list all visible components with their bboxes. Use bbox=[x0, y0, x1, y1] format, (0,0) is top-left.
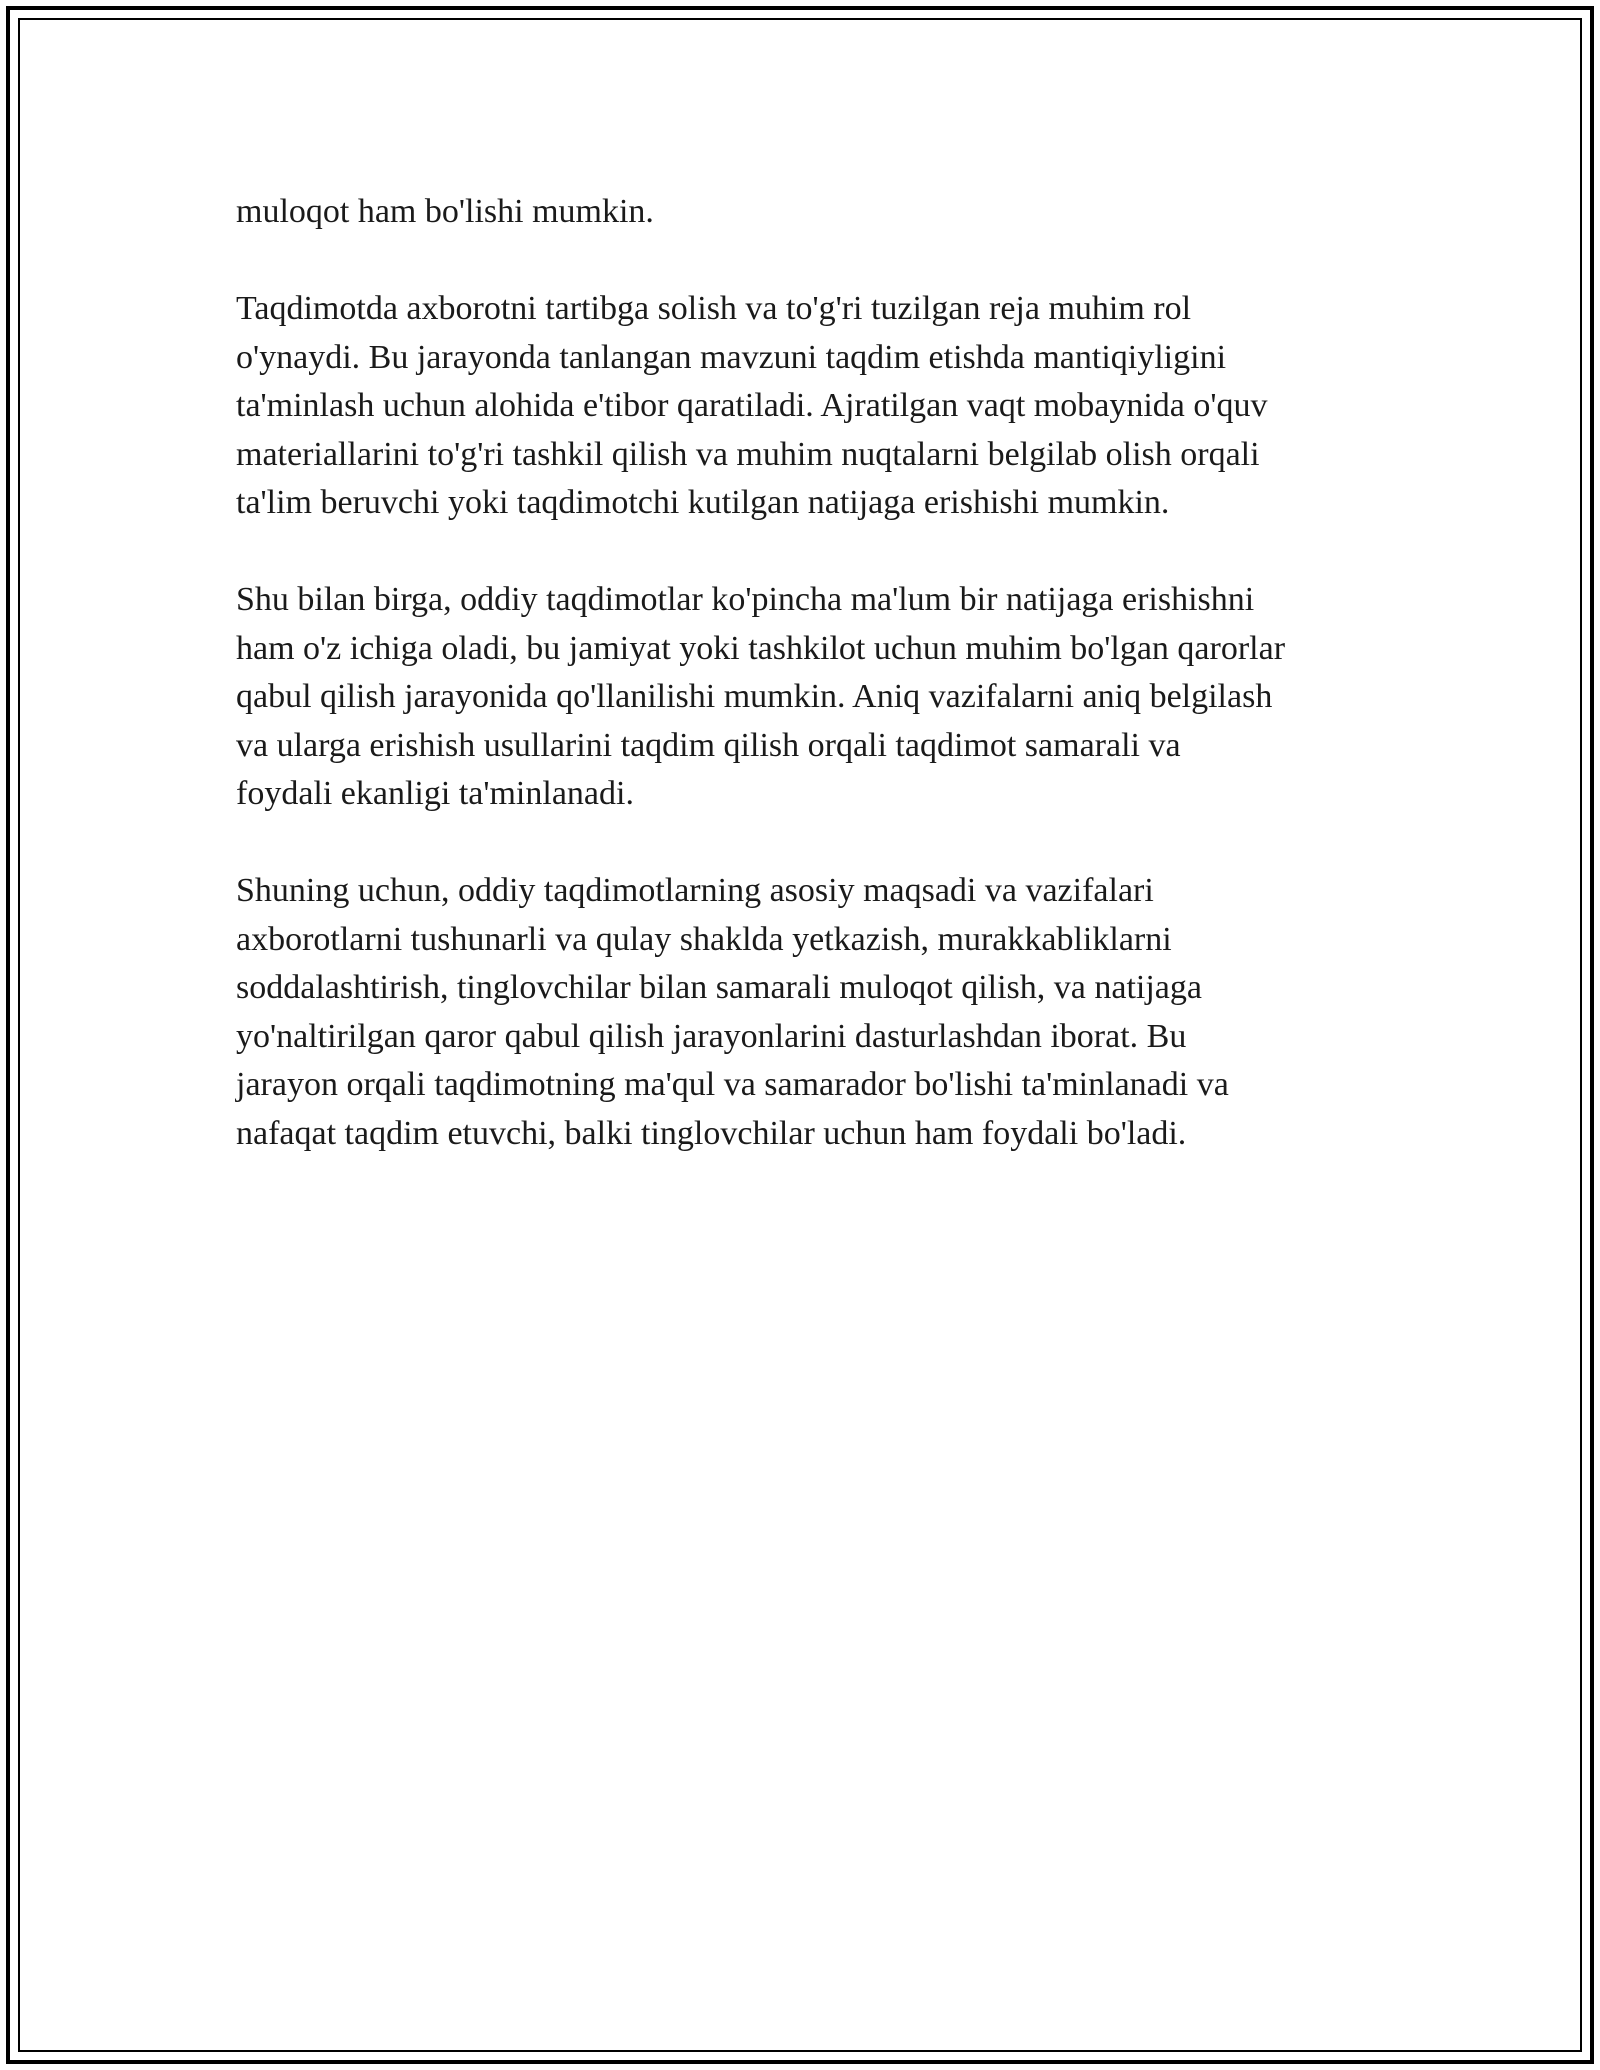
paragraph-1: muloqot ham bo'lishi mumkin. bbox=[236, 193, 654, 230]
paragraph-3: Shu bilan birga, oddiy taqdimotlar ko'pincha ma'lum bir natijaga erishishni ham o'z ichiga oladi, bu jamiyat yoki tashkilot uchun muhim bo'lgan qarorlar qabul qilish jarayonida qo'llanilishi mumkin. Aniq vazifalarni aniq belgilash va ularga erishish usullarini taqdim qilish orqali taqdimot samarali va foydali ekanligi ta'minlanadi. bbox=[236, 581, 1286, 812]
document-body bbox=[236, 188, 1386, 1207]
paragraph-2: Taqdimotda axborotni tartibga solish va to'g'ri tuzilgan reja muhim rol o'ynaydi. Bu jarayonda tanlangan mavzuni taqdim etishda mantiqiyligini ta'minlash uchun alohida e'tibor qaratiladi. Ajratilgan vaqt mobaynida o'quv materiallarini to'g'ri tashkil qilish va muhim nuqtalarni belgilab olish orqali ta'lim beruvchi yoki taqdimotchi kutilgan natijaga erishishi mumkin. bbox=[236, 290, 1268, 521]
paragraph-4: Shuning uchun, oddiy taqdimotlarning asosiy maqsadi va vazifalari axborotlarni tushunarli va qulay shaklda yetkazish, murakkabliklarni soddalashtirish, tinglovchilar bilan samarali muloqot qilish, va natijaga yo'naltirilgan qaror qabul qilish jarayonlarini dasturlashdan iborat. Bu jarayon orqali taqdimotning ma'qul va samarador bo'lishi ta'minlanadi va nafaqat taqdim etuvchi, balki tinglovchilar uchun ham foydali bo'ladi. bbox=[236, 872, 1229, 1152]
